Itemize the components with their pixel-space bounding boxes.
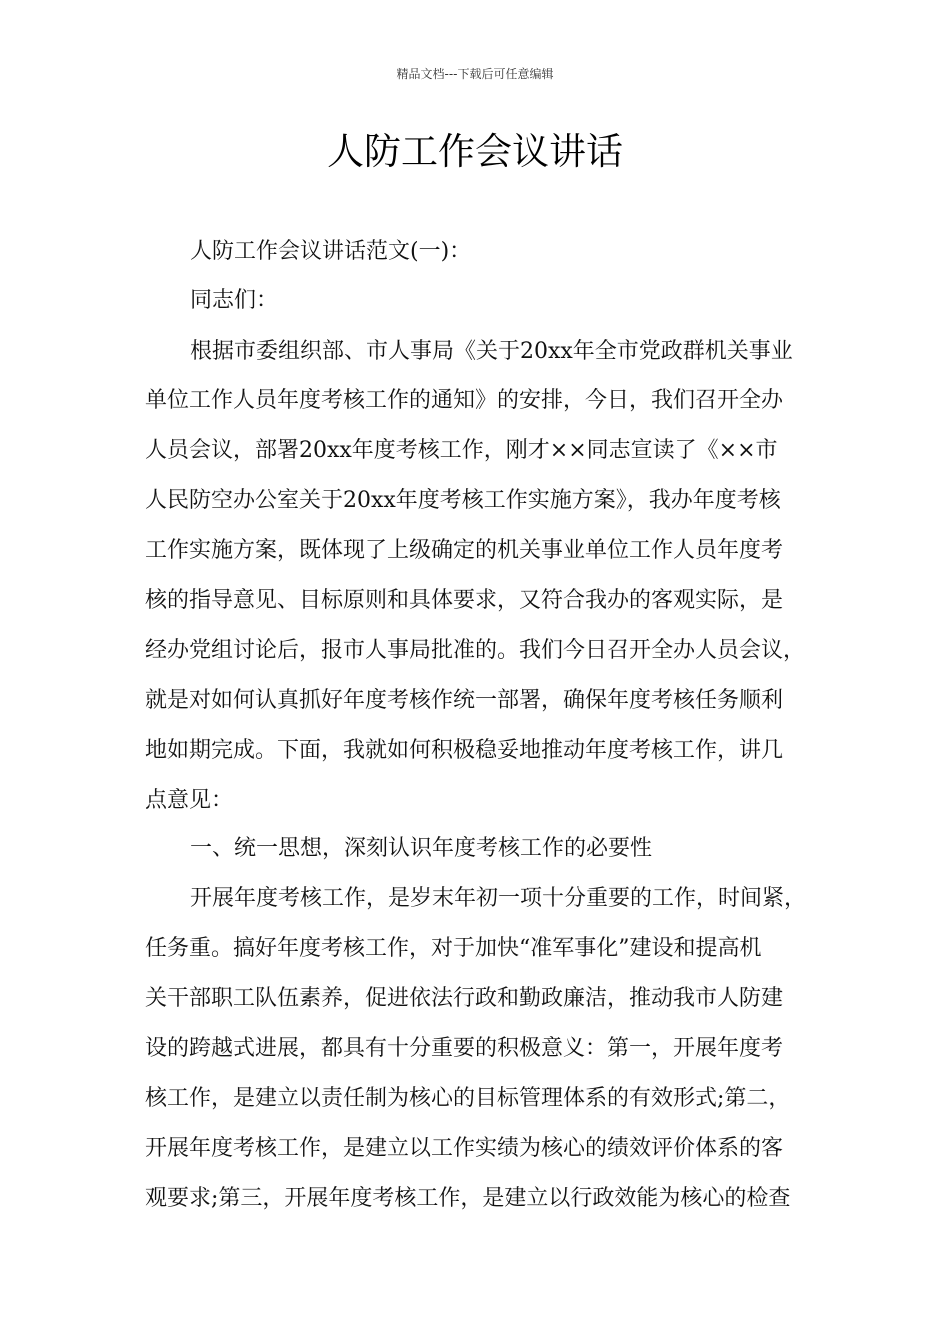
body-line: 人员会议，部署20xx年度考核工作，刚才××同志宣读了《××市: [145, 438, 778, 463]
body-line: 根据市委组织部、市人事局《关于20xx年全市党政群机关事业: [190, 339, 793, 364]
body-line: 就是对如何认真抓好年度考核作统一部署，确保年度考核任务顺利: [145, 688, 784, 713]
document-title: 人防工作会议讲话: [327, 130, 623, 173]
body-line: 经办党组讨论后，报市人事局批准的。我们今日召开全办人员会议，: [145, 638, 806, 663]
section-heading: 一、统一思想，深刻认识年度考核工作的必要性: [190, 836, 653, 861]
body-line: 地如期完成。下面，我就如何积极稳妥地推动年度考核工作，讲几: [145, 738, 784, 763]
body-line: 人民防空办公室关于20xx年度考核工作实施方案》，我办年度考核: [145, 488, 781, 513]
body-line: 任务重。搞好年度考核工作，对于加快“准军事化”建设和提高机: [145, 936, 762, 961]
body-line: 设的跨越式进展，都具有十分重要的积极意义：第一，开展年度考: [145, 1036, 784, 1061]
body-line: 开展年度考核工作，是岁末年初一项十分重要的工作，时间紧，: [190, 886, 807, 911]
body-line: 核工作，是建立以责任制为核心的目标管理体系的有效形式;第二，: [145, 1086, 791, 1111]
body-line: 人防工作会议讲话范文(一)：: [190, 239, 472, 264]
body-line: 开展年度考核工作，是建立以工作实绩为核心的绩效评价体系的客: [145, 1136, 784, 1161]
body-line: 核的指导意见、目标原则和具体要求，又符合我办的客观实际，是: [145, 588, 784, 613]
body-line: 工作实施方案，既体现了上级确定的机关事业单位工作人员年度考: [145, 538, 784, 563]
body-line: 观要求;第三，开展年度考核工作，是建立以行政效能为核心的检查: [145, 1186, 791, 1211]
page-header: 精品文档---下载后可任意编辑: [396, 67, 554, 81]
body-line: 单位工作人员年度考核工作的通知》的安排，今日，我们召开全办: [145, 388, 784, 413]
body-line: 同志们：: [190, 288, 279, 313]
body-line: 关干部职工队伍素养，促进依法行政和勤政廉洁，推动我市人防建: [145, 986, 784, 1011]
body-line: 点意见：: [145, 788, 234, 813]
